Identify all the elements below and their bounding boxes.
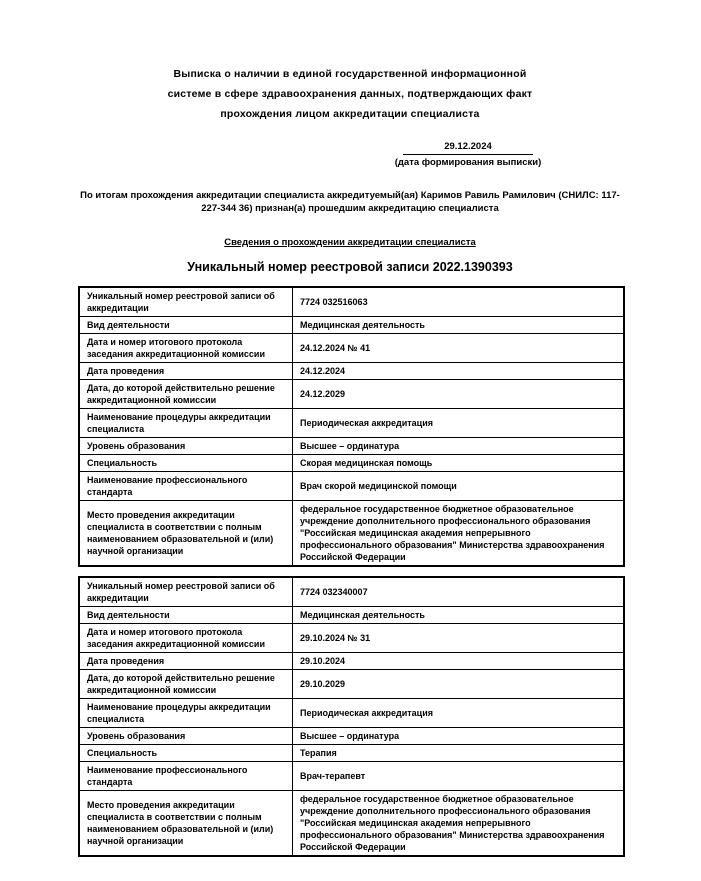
row-value-cell: 24.12.2024 № 41	[293, 334, 625, 363]
row-label-cell: Наименование профессионального стандарта	[79, 762, 293, 791]
table-row	[79, 455, 624, 472]
row-value-cell: 29.10.2029	[293, 670, 625, 699]
issue-date-caption: (дата формирования выписки)	[394, 157, 542, 168]
registry-number-heading: Уникальный номер реестровой записи 2022.1390393	[187, 260, 513, 274]
row-label-cell: Наименование профессионального стандарта	[79, 472, 293, 501]
title-line-3: прохождения лицом аккредитации специалиста	[220, 108, 480, 120]
row-value-cell: 29.10.2024 № 31	[293, 624, 625, 653]
row-label-cell: Специальность	[79, 455, 293, 472]
intro-paragraph: По итогам прохождения аккредитации специалиста аккредитуемый(ая) Каримов Равиль Рамилович (СНИЛС: 117-227-344 36) признан(а) прошедшим аккредитацию специалиста	[80, 190, 620, 214]
table-row	[79, 501, 624, 567]
document-title	[78, 64, 622, 124]
row-value-cell: Медицинская деятельность	[293, 607, 625, 624]
issue-date-value: 29.12.2024	[403, 141, 533, 155]
row-value-cell: Врач-терапевт	[293, 762, 625, 791]
row-value-cell: 7724 032516063	[293, 287, 625, 317]
row-label-cell: Уникальный номер реестровой записи об аккредитации	[79, 287, 293, 317]
section-heading: Сведения о прохождении аккредитации специалиста	[224, 237, 476, 248]
row-label-cell: Дата и номер итогового протокола заседания аккредитационной комиссии	[79, 334, 293, 363]
row-label-cell: Вид деятельности	[79, 317, 293, 334]
row-value-cell: Скорая медицинская помощь	[293, 455, 625, 472]
row-label-cell: Специальность	[79, 745, 293, 762]
accreditation-table-1	[78, 286, 625, 567]
row-value-cell: Высшее – ординатура	[293, 438, 625, 455]
table-row	[79, 653, 624, 670]
table-row	[79, 607, 624, 624]
table-row	[79, 624, 624, 653]
row-label-cell: Вид деятельности	[79, 607, 293, 624]
table-row	[79, 472, 624, 501]
table-row	[79, 728, 624, 745]
row-label-cell: Наименование процедуры аккредитации специалиста	[79, 699, 293, 728]
row-value-cell: федеральное государственное бюджетное образовательное учреждение дополнительного профессионального образования "Российская медицинская академия непрерывного профессионального образования" Министерства здравоохранения Российской Федерации	[293, 791, 625, 857]
row-value-cell: Высшее – ординатура	[293, 728, 625, 745]
row-label-cell: Место проведения аккредитации специалиста в соответствии с полным наименованием образовательной и (или) научной организации	[79, 501, 293, 567]
table-row	[79, 762, 624, 791]
row-label-cell: Дата, до которой действительно решение аккредитационной комиссии	[79, 670, 293, 699]
row-value-cell: Медицинская деятельность	[293, 317, 625, 334]
row-value-cell: Периодическая аккредитация	[293, 409, 625, 438]
row-label-cell: Уровень образования	[79, 728, 293, 745]
table-row	[79, 317, 624, 334]
row-value-cell: Врач скорой медицинской помощи	[293, 472, 625, 501]
row-label-cell: Дата и номер итогового протокола заседания аккредитационной комиссии	[79, 624, 293, 653]
table-row	[79, 363, 624, 380]
row-label-cell: Дата, до которой действительно решение аккредитационной комиссии	[79, 380, 293, 409]
table-row	[79, 745, 624, 762]
row-value-cell: Периодическая аккредитация	[293, 699, 625, 728]
table-row	[79, 438, 624, 455]
row-value-cell: 29.10.2024	[293, 653, 625, 670]
table-row	[79, 287, 624, 317]
row-value-cell: 24.12.2024	[293, 363, 625, 380]
row-label-cell: Уровень образования	[79, 438, 293, 455]
row-label-cell: Дата проведения	[79, 653, 293, 670]
row-value-cell: 7724 032340007	[293, 577, 625, 607]
table-row	[79, 577, 624, 607]
row-value-cell: Терапия	[293, 745, 625, 762]
row-value-cell: федеральное государственное бюджетное образовательное учреждение дополнительного профессионального образования "Российская медицинская академия непрерывного профессионального образования" Министерства здравоохранения Российской Федерации	[293, 501, 625, 567]
table-row	[79, 670, 624, 699]
issue-date-block	[392, 141, 544, 168]
table-row	[79, 409, 624, 438]
table-row	[79, 334, 624, 363]
title-line-1: Выписка о наличии в единой государственной информационной	[173, 68, 527, 80]
accreditation-table-2	[78, 576, 625, 857]
row-value-cell: 24.12.2029	[293, 380, 625, 409]
row-label-cell: Уникальный номер реестровой записи об аккредитации	[79, 577, 293, 607]
table-row	[79, 380, 624, 409]
row-label-cell: Место проведения аккредитации специалиста в соответствии с полным наименованием образовательной и (или) научной организации	[79, 791, 293, 857]
table-row	[79, 699, 624, 728]
table-row	[79, 791, 624, 857]
row-label-cell: Дата проведения	[79, 363, 293, 380]
title-line-2: системе в сфере здравоохранения данных, подтверждающих факт	[167, 88, 533, 100]
row-label-cell: Наименование процедуры аккредитации специалиста	[79, 409, 293, 438]
